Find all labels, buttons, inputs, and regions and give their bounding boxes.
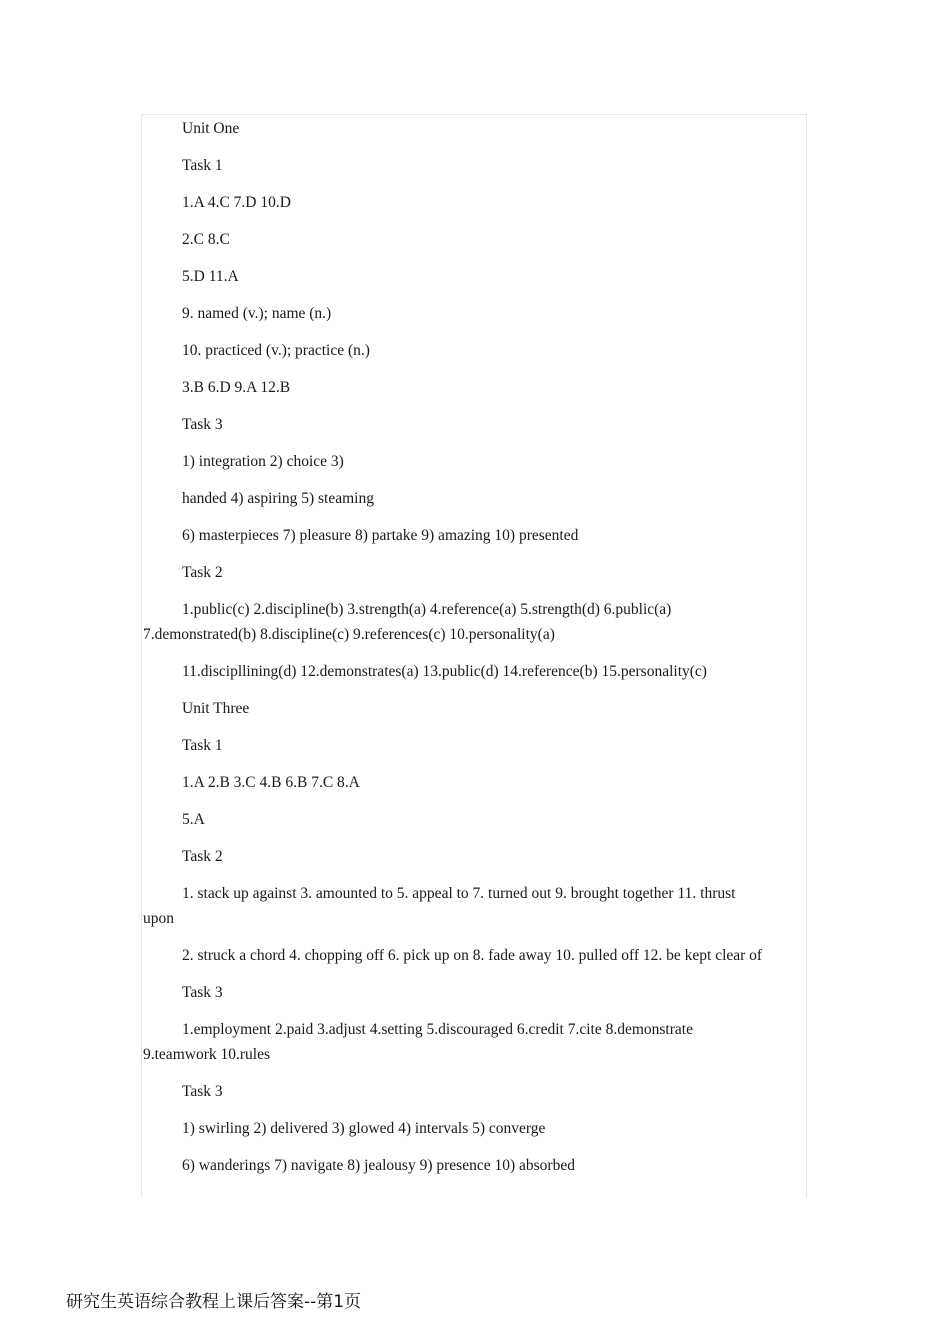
answer-line: 2.C 8.C [182, 231, 230, 248]
section-heading-unit-three: Unit Three [182, 700, 250, 717]
section-heading-unit-one: Unit One [182, 120, 240, 137]
answer-line: 6) wanderings 7) navigate 8) jealousy 9) presence 10) absorbed [182, 1157, 575, 1174]
answer-line: 5.A [182, 811, 205, 828]
answer-line: 6) masterpieces 7) pleasure 8) partake 9) amazing 10) presented [182, 527, 579, 544]
task-heading: Task 2 [182, 848, 223, 865]
task-heading: Task 1 [182, 737, 223, 754]
answer-line: 1.A 2.B 3.C 4.B 6.B 7.C 8.A [182, 774, 360, 791]
task-heading: Task 1 [182, 157, 223, 174]
task-heading: Task 3 [182, 984, 223, 1001]
answer-line: 10. practiced (v.); practice (n.) [182, 342, 370, 359]
document-body [143, 116, 763, 1190]
task-heading: Task 3 [182, 1083, 223, 1100]
answer-line: 1) integration 2) choice 3) [182, 453, 344, 470]
answer-line: 9. named (v.); name (n.) [182, 305, 332, 322]
task-heading: Task 2 [182, 564, 223, 581]
answer-line: 1) swirling 2) delivered 3) glowed 4) intervals 5) converge [182, 1120, 546, 1137]
answer-line: 1.public(c) 2.discipline(b) 3.strength(a) 4.reference(a) 5.strength(d) 6.public(a) 7.demonstrated(b) 8.discipline(c) 9.references(c) 10.personality(a) [143, 601, 672, 643]
answer-line: 1. stack up against 3. amounted to 5. appeal to 7. turned out 9. brought together 11. thrust upon [143, 885, 736, 927]
answer-line: 5.D 11.A [182, 268, 239, 285]
answer-line: 11.discipllining(d) 12.demonstrates(a) 13.public(d) 14.reference(b) 15.personality(c) [182, 663, 707, 680]
answer-line: handed 4) aspiring 5) steaming [182, 490, 374, 507]
answer-line: 3.B 6.D 9.A 12.B [182, 379, 291, 396]
page-footer: 研究生英语综合教程上课后答案--第1页 [66, 1292, 362, 1312]
task-heading: Task 3 [182, 416, 223, 433]
answer-line: 1.A 4.C 7.D 10.D [182, 194, 291, 211]
answer-line: 1.employment 2.paid 3.adjust 4.setting 5.discouraged 6.credit 7.cite 8.demonstrate 9.teamwork 10.rules [143, 1021, 693, 1063]
answer-line: 2. struck a chord 4. chopping off 6. pick up on 8. fade away 10. pulled off 12. be kept clear of [182, 947, 763, 964]
